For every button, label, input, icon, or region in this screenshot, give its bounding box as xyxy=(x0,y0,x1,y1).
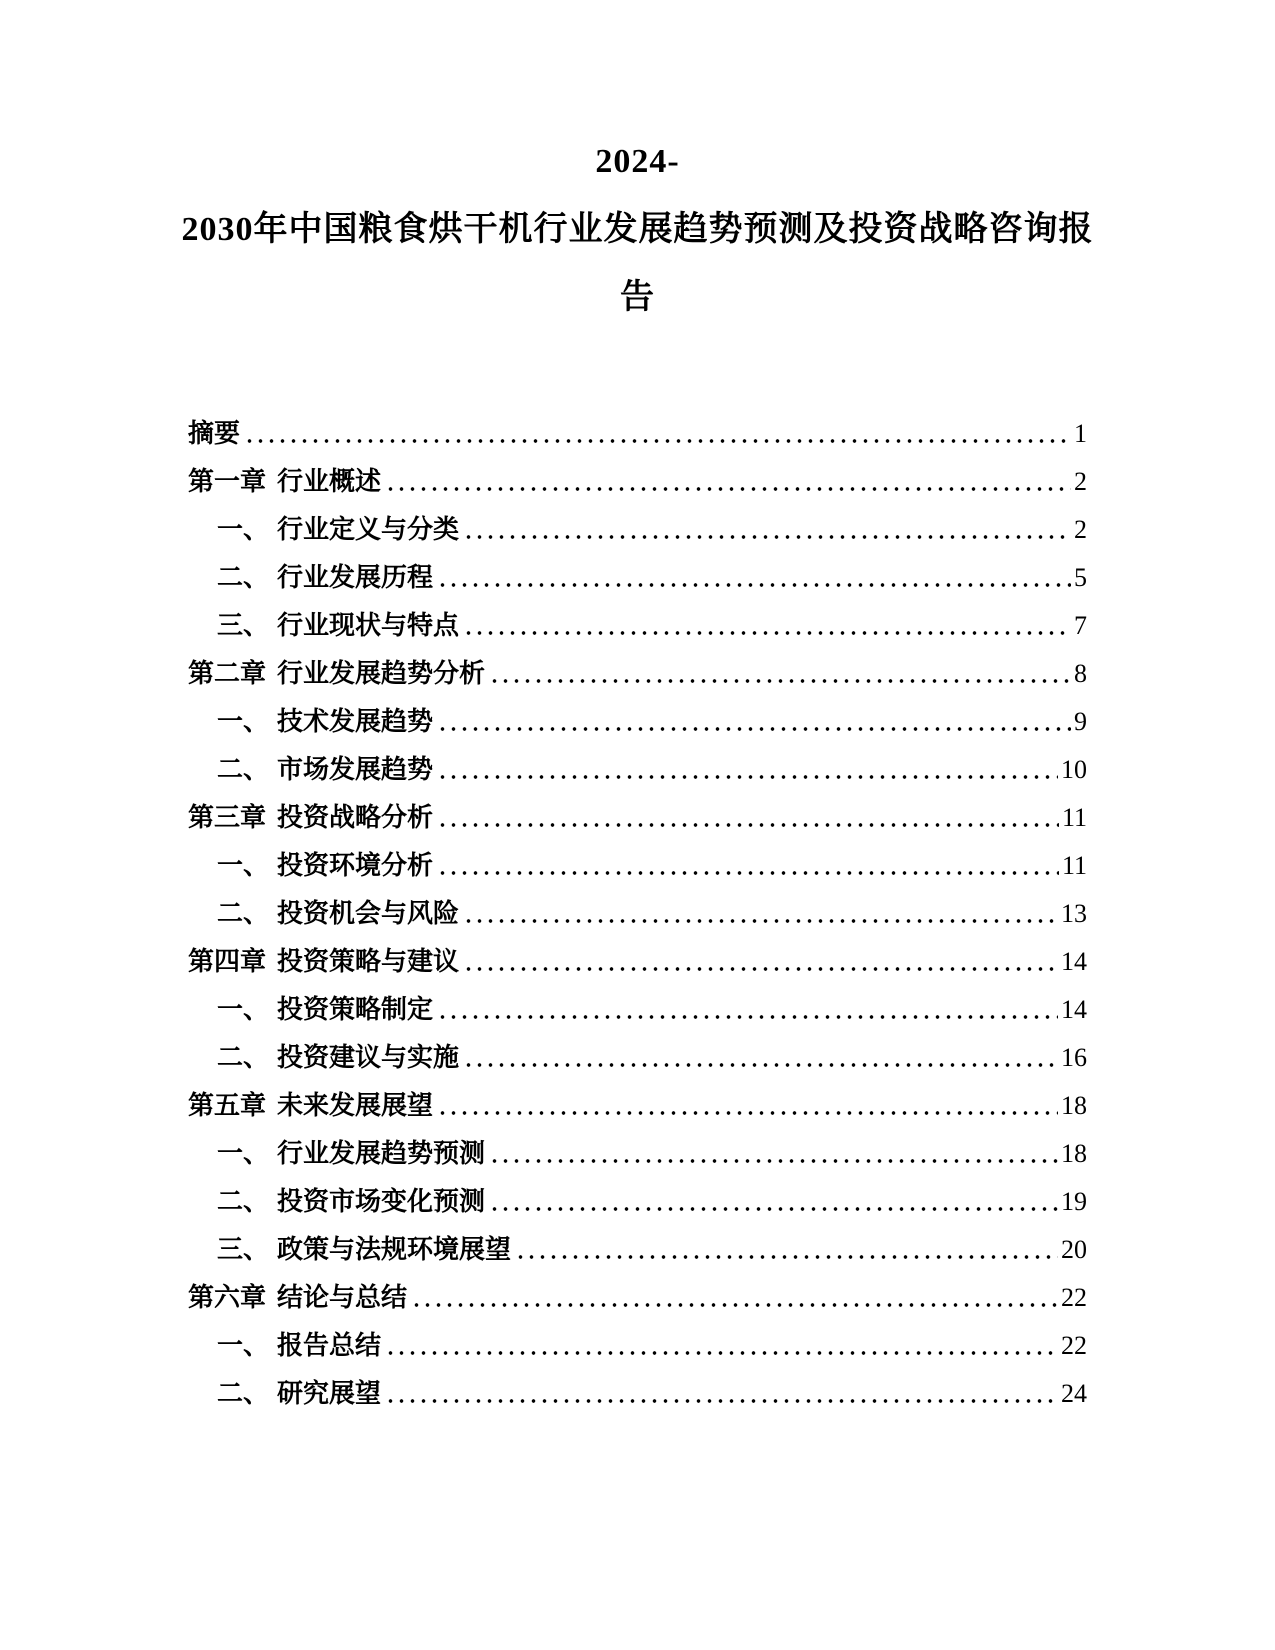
toc-entry[interactable] xyxy=(188,594,1087,642)
toc-entry[interactable] xyxy=(188,930,1087,978)
toc-entry-number: 二、 xyxy=(217,1187,270,1216)
toc-entry-number: 二、 xyxy=(217,899,270,928)
dotted-leader xyxy=(463,919,1058,923)
toc-entry[interactable] xyxy=(188,1170,1087,1218)
toc-entry-number: 三、 xyxy=(217,611,270,640)
toc-entry[interactable] xyxy=(188,450,1087,498)
toc-entry-label: 未来发展展望 xyxy=(277,1091,434,1120)
dotted-leader xyxy=(385,487,1071,491)
toc-page-number: 13 xyxy=(1061,899,1087,928)
dotted-leader xyxy=(489,1207,1058,1211)
dotted-leader xyxy=(437,871,1059,875)
dotted-leader xyxy=(489,1159,1058,1163)
dotted-leader xyxy=(385,1351,1058,1355)
toc-entry-number: 第三章 xyxy=(188,803,267,832)
toc-entry[interactable] xyxy=(188,690,1087,738)
toc-entry-label: 结论与总结 xyxy=(277,1283,408,1312)
toc-entry[interactable] xyxy=(188,978,1087,1026)
toc-page-number: 22 xyxy=(1061,1331,1087,1360)
toc-page-number: 2 xyxy=(1074,515,1087,544)
toc-entry-number: 第五章 xyxy=(188,1091,267,1120)
toc-entry-number: 第六章 xyxy=(188,1283,267,1312)
toc-entry-label: 报告总结 xyxy=(277,1331,382,1360)
toc-page-number: 9 xyxy=(1074,707,1087,736)
toc-page-number: 10 xyxy=(1061,755,1087,784)
toc-entry-number: 一、 xyxy=(217,707,270,736)
toc-entry-label: 投资策略与建议 xyxy=(277,947,460,976)
toc-entry-label: 摘要 xyxy=(188,419,241,448)
toc-entry-label: 行业概述 xyxy=(277,467,382,496)
toc-entry-label: 市场发展趋势 xyxy=(277,755,434,784)
toc-entry[interactable] xyxy=(188,498,1087,546)
toc-page-number: 2 xyxy=(1074,467,1087,496)
dotted-leader xyxy=(463,967,1058,971)
table-of-contents xyxy=(188,402,1087,1410)
toc-page-number: 19 xyxy=(1061,1187,1087,1216)
toc-page-number: 18 xyxy=(1061,1091,1087,1120)
toc-entry[interactable] xyxy=(188,1266,1087,1314)
toc-entry-label: 行业定义与分类 xyxy=(277,515,460,544)
toc-entry-label: 行业发展趋势分析 xyxy=(277,659,486,688)
dotted-leader xyxy=(385,1399,1058,1403)
toc-page-number: 14 xyxy=(1061,995,1087,1024)
toc-entry-label: 投资环境分析 xyxy=(277,851,434,880)
toc-entry-number: 二、 xyxy=(217,1043,270,1072)
toc-entry-number: 一、 xyxy=(217,515,270,544)
toc-entry-number: 二、 xyxy=(217,563,270,592)
toc-entry-label: 行业发展趋势预测 xyxy=(277,1139,486,1168)
toc-page-number: 16 xyxy=(1061,1043,1087,1072)
toc-entry-label: 投资机会与风险 xyxy=(277,899,460,928)
toc-entry[interactable] xyxy=(188,642,1087,690)
toc-entry-label: 行业现状与特点 xyxy=(277,611,460,640)
dotted-leader xyxy=(437,1015,1058,1019)
toc-page-number: 24 xyxy=(1061,1379,1087,1408)
toc-entry[interactable] xyxy=(188,882,1087,930)
toc-entry[interactable] xyxy=(188,1074,1087,1122)
dotted-leader xyxy=(463,1063,1058,1067)
dotted-leader xyxy=(463,631,1071,635)
dotted-leader xyxy=(437,727,1071,731)
dotted-leader xyxy=(463,535,1071,539)
toc-page-number: 11 xyxy=(1061,851,1087,880)
toc-entry[interactable] xyxy=(188,1026,1087,1074)
report-title-line-3: 告 xyxy=(620,279,655,316)
toc-entry[interactable] xyxy=(188,1314,1087,1362)
toc-page-number: 20 xyxy=(1061,1235,1087,1264)
toc-entry-number: 一、 xyxy=(217,995,270,1024)
toc-entry-label: 研究展望 xyxy=(277,1379,382,1408)
toc-entry[interactable] xyxy=(188,834,1087,882)
toc-entry-number: 第二章 xyxy=(188,659,267,688)
toc-entry-label: 投资市场变化预测 xyxy=(277,1187,486,1216)
toc-entry-label: 政策与法规环境展望 xyxy=(277,1235,512,1264)
toc-page-number: 7 xyxy=(1074,611,1087,640)
toc-entry[interactable] xyxy=(188,738,1087,786)
toc-page-number: 22 xyxy=(1061,1283,1087,1312)
toc-entry-number: 二、 xyxy=(217,755,270,784)
toc-entry-label: 投资建议与实施 xyxy=(277,1043,460,1072)
dotted-leader xyxy=(489,679,1071,683)
toc-page-number: 14 xyxy=(1061,947,1087,976)
toc-entry[interactable] xyxy=(188,1362,1087,1410)
toc-entry-number: 一、 xyxy=(217,851,270,880)
dotted-leader xyxy=(515,1255,1058,1259)
toc-page-number: 5 xyxy=(1074,563,1087,592)
toc-entry[interactable] xyxy=(188,1122,1087,1170)
toc-entry-number: 第四章 xyxy=(188,947,267,976)
dotted-leader xyxy=(437,775,1058,779)
toc-entry[interactable] xyxy=(188,546,1087,594)
dotted-leader xyxy=(411,1303,1058,1307)
report-title xyxy=(0,0,1275,332)
toc-page-number: 8 xyxy=(1074,659,1087,688)
toc-entry-number: 二、 xyxy=(217,1379,270,1408)
toc-entry-number: 第一章 xyxy=(188,467,267,496)
toc-entry[interactable] xyxy=(188,1218,1087,1266)
toc-entry-number: 三、 xyxy=(217,1235,270,1264)
toc-entry[interactable] xyxy=(188,402,1087,450)
toc-page-number: 11 xyxy=(1061,803,1087,832)
toc-entry-number: 一、 xyxy=(217,1331,270,1360)
toc-entry-label: 技术发展趋势 xyxy=(277,707,434,736)
dotted-leader xyxy=(437,1111,1058,1115)
toc-entry-label: 投资策略制定 xyxy=(277,995,434,1024)
dotted-leader xyxy=(437,823,1059,827)
toc-entry-number: 一、 xyxy=(217,1139,270,1168)
toc-page-number: 1 xyxy=(1074,419,1087,448)
dotted-leader xyxy=(244,439,1071,443)
toc-entry-label: 投资战略分析 xyxy=(277,803,434,832)
toc-entry-label: 行业发展历程 xyxy=(277,563,434,592)
dotted-leader xyxy=(437,583,1071,587)
toc-entry[interactable] xyxy=(188,786,1087,834)
report-title-line-2: 2030年中国粮食烘干机行业发展趋势预测及投资战略咨询报 xyxy=(181,211,1094,248)
report-title-line-1: 2024- xyxy=(595,143,680,180)
toc-page-number: 18 xyxy=(1061,1139,1087,1168)
